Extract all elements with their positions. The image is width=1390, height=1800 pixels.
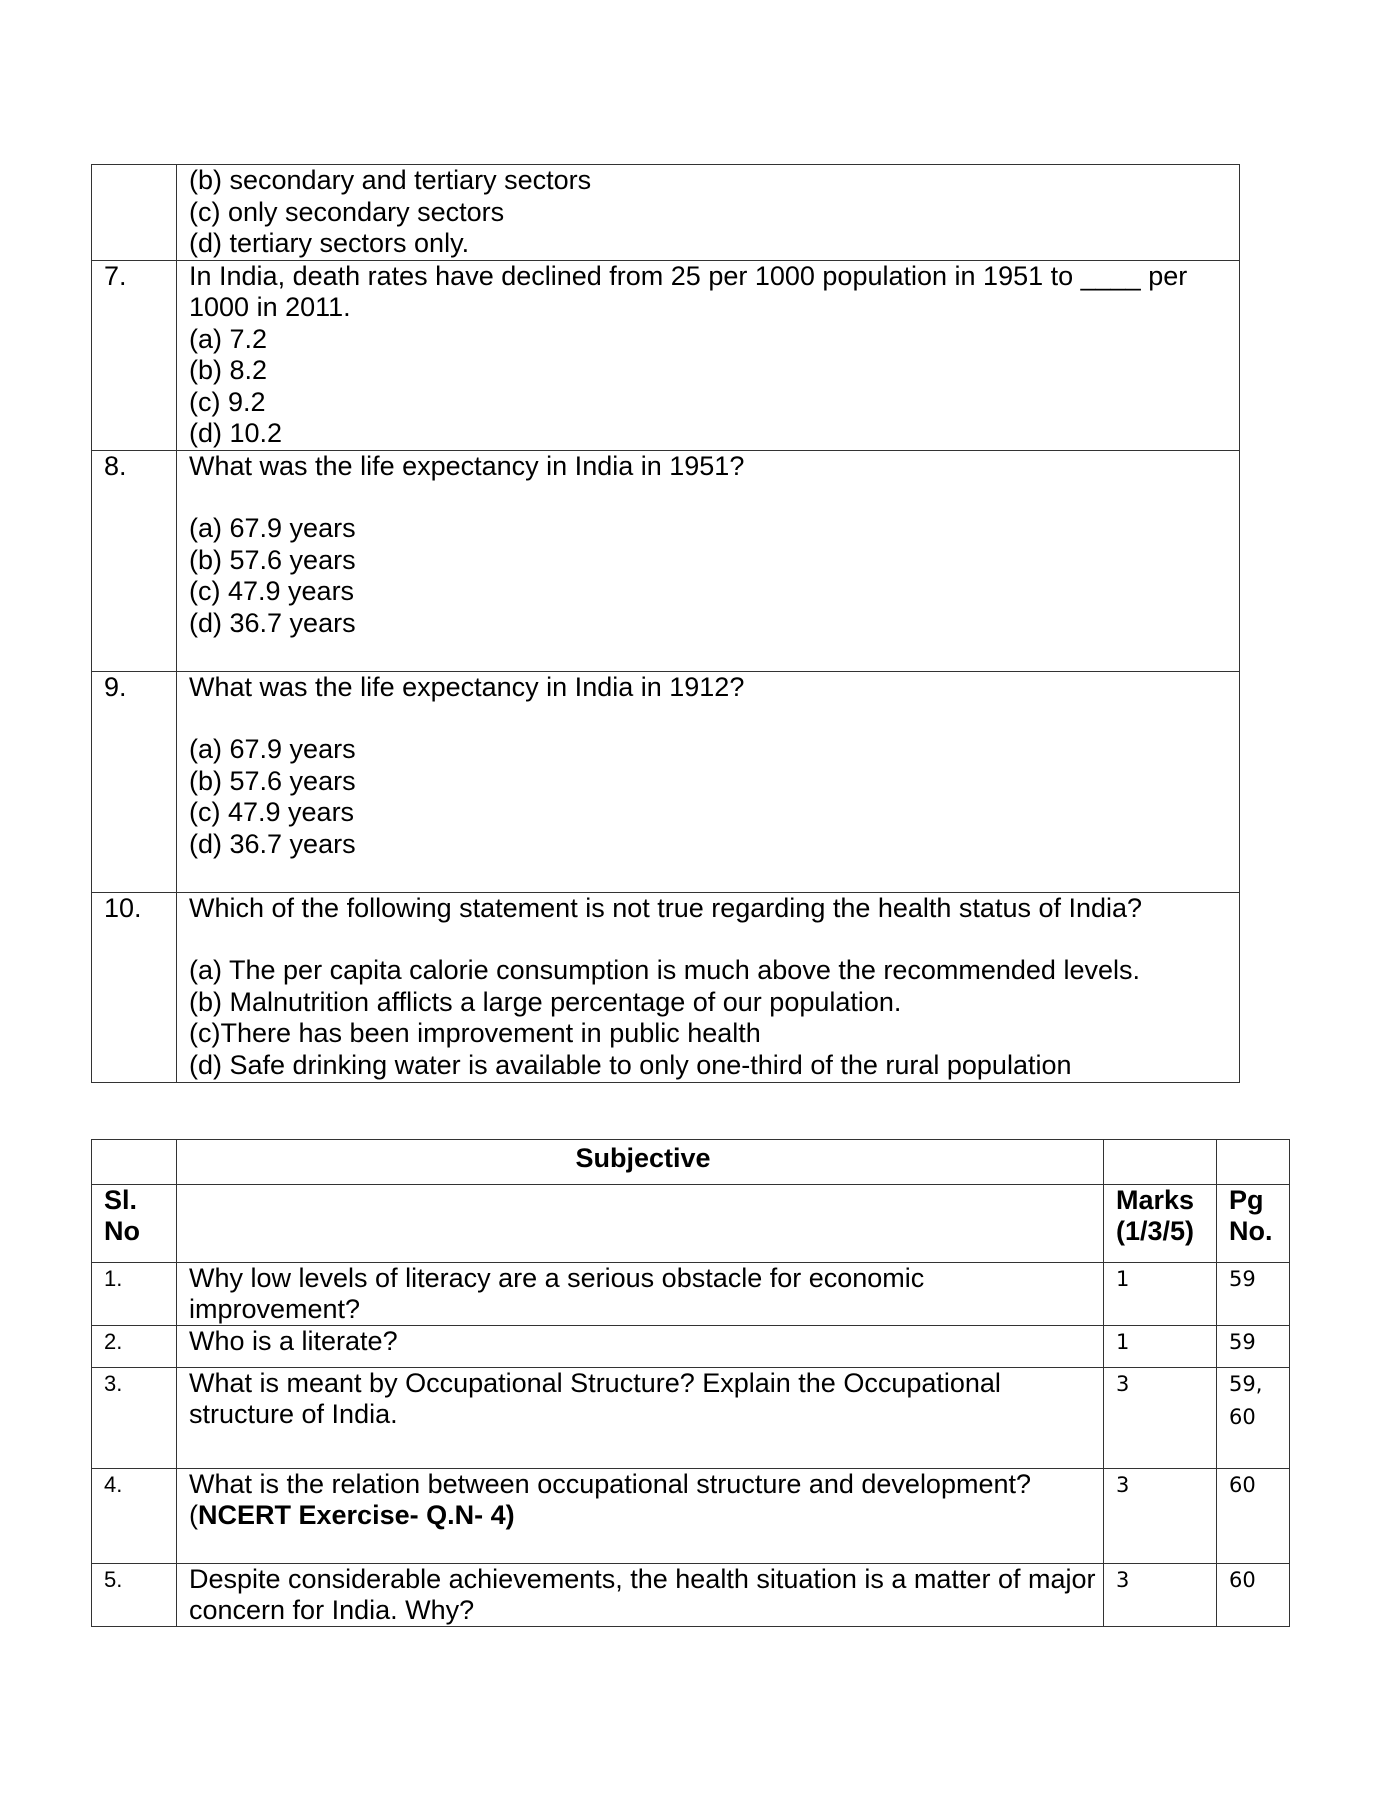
option-text: (c) 9.2 <box>189 386 266 417</box>
option-text: (b) Malnutrition afflicts a large percentage of our population. <box>189 986 902 1017</box>
option-text: (a) 67.9 years <box>189 513 356 543</box>
mcq-body-cell <box>177 892 1240 1082</box>
mcq-row <box>92 671 1240 892</box>
question-number: 9. <box>92 671 177 892</box>
subjective-title-row <box>92 1140 1290 1185</box>
mcq-table <box>91 164 1240 1083</box>
option-text: (d) 36.7 years <box>189 828 356 859</box>
mcq-body-cell <box>177 450 1240 671</box>
option-text: (d) tertiary sectors only. <box>189 228 470 258</box>
question-text: Which of the following statement is not true regarding the health status of India? <box>189 892 1143 923</box>
mcq-row-continued <box>92 165 1240 261</box>
table-row <box>92 1564 1290 1627</box>
option-text: (a) The per capita calorie consumption is much above the recommended levels. <box>189 955 1140 985</box>
row-question: What is the relation between occupational structure and development? <box>189 1469 1032 1499</box>
row-question-cell <box>177 1469 1104 1564</box>
row-marks: 3 <box>1104 1368 1217 1469</box>
row-sl-no: 1. <box>92 1263 177 1326</box>
row-marks: 3 <box>1104 1564 1217 1627</box>
row-page: 59 <box>1217 1263 1290 1326</box>
row-question: Despite considerable achievements, the health situation is a matter of major concern for India. Why? <box>177 1564 1104 1627</box>
option-text: (b) 8.2 <box>189 355 268 385</box>
mcq-body-cell <box>177 671 1240 892</box>
row-question: What is meant by Occupational Structure? Explain the Occupational structure of India. <box>177 1368 1104 1469</box>
mcq-row <box>92 260 1240 450</box>
header-marks: Marks (1/3/5) <box>1104 1185 1217 1263</box>
option-text: (a) 7.2 <box>189 323 268 354</box>
option-text: (b) 57.6 years <box>189 544 356 575</box>
row-sl-no: 5. <box>92 1564 177 1627</box>
table-row <box>92 1368 1290 1469</box>
header-pg-no: Pg No. <box>1217 1185 1290 1263</box>
table-row <box>92 1263 1290 1326</box>
row-sl-no: 3. <box>92 1368 177 1469</box>
mcq-body-cell <box>177 260 1240 450</box>
option-text: (b) secondary and tertiary sectors <box>189 165 592 195</box>
row-question-prefix: ( <box>189 1500 198 1530</box>
mcq-row <box>92 450 1240 671</box>
option-text: (b) 57.6 years <box>189 765 356 796</box>
row-page: 60 <box>1217 1469 1290 1564</box>
question-text: What was the life expectancy in India in 1951? <box>189 450 745 481</box>
row-question: Who is a literate? <box>177 1326 1104 1368</box>
row-question: Why low levels of literacy are a serious obstacle for economic improvement? <box>177 1263 1104 1326</box>
row-page: 59 <box>1217 1326 1290 1368</box>
option-text: (c) 47.9 years <box>189 576 355 606</box>
row-sl-no: 4. <box>92 1469 177 1564</box>
row-page: 59, 60 <box>1217 1368 1290 1469</box>
table-row <box>92 1326 1290 1368</box>
row-marks: 1 <box>1104 1263 1217 1326</box>
question-number: 7. <box>92 260 177 450</box>
row-marks: 1 <box>1104 1326 1217 1368</box>
option-text: (d) 10.2 <box>189 418 283 448</box>
option-text: (a) 67.9 years <box>189 734 356 764</box>
question-text: What was the life expectancy in India in 1912? <box>189 671 745 702</box>
mcq-number-cell <box>92 165 177 261</box>
question-text: In India, death rates have declined from 25 per 1000 population in 1951 to ____ per 1000 in 2011. <box>189 260 1188 322</box>
option-text: (d) 36.7 years <box>189 607 356 638</box>
subjective-table <box>91 1139 1290 1627</box>
row-question-reference: NCERT Exercise- Q.N- 4) <box>198 1500 515 1530</box>
mcq-body-cell <box>177 165 1240 261</box>
row-page: 60 <box>1217 1564 1290 1627</box>
mcq-row <box>92 892 1240 1082</box>
section-title: Subjective <box>177 1140 1104 1185</box>
question-number: 10. <box>92 892 177 1082</box>
subjective-header-row <box>92 1185 1290 1263</box>
option-text: (c) 47.9 years <box>189 797 355 827</box>
row-marks: 3 <box>1104 1469 1217 1564</box>
header-sl-no: Sl. No <box>92 1185 177 1263</box>
option-text: (c) only secondary sectors <box>189 196 505 227</box>
option-text: (d) Safe drinking water is available to only one-third of the rural population <box>189 1049 1072 1080</box>
row-sl-no: 2. <box>92 1326 177 1368</box>
question-number: 8. <box>92 450 177 671</box>
table-row <box>92 1469 1290 1564</box>
option-text: (c)There has been improvement in public health <box>189 1018 761 1048</box>
